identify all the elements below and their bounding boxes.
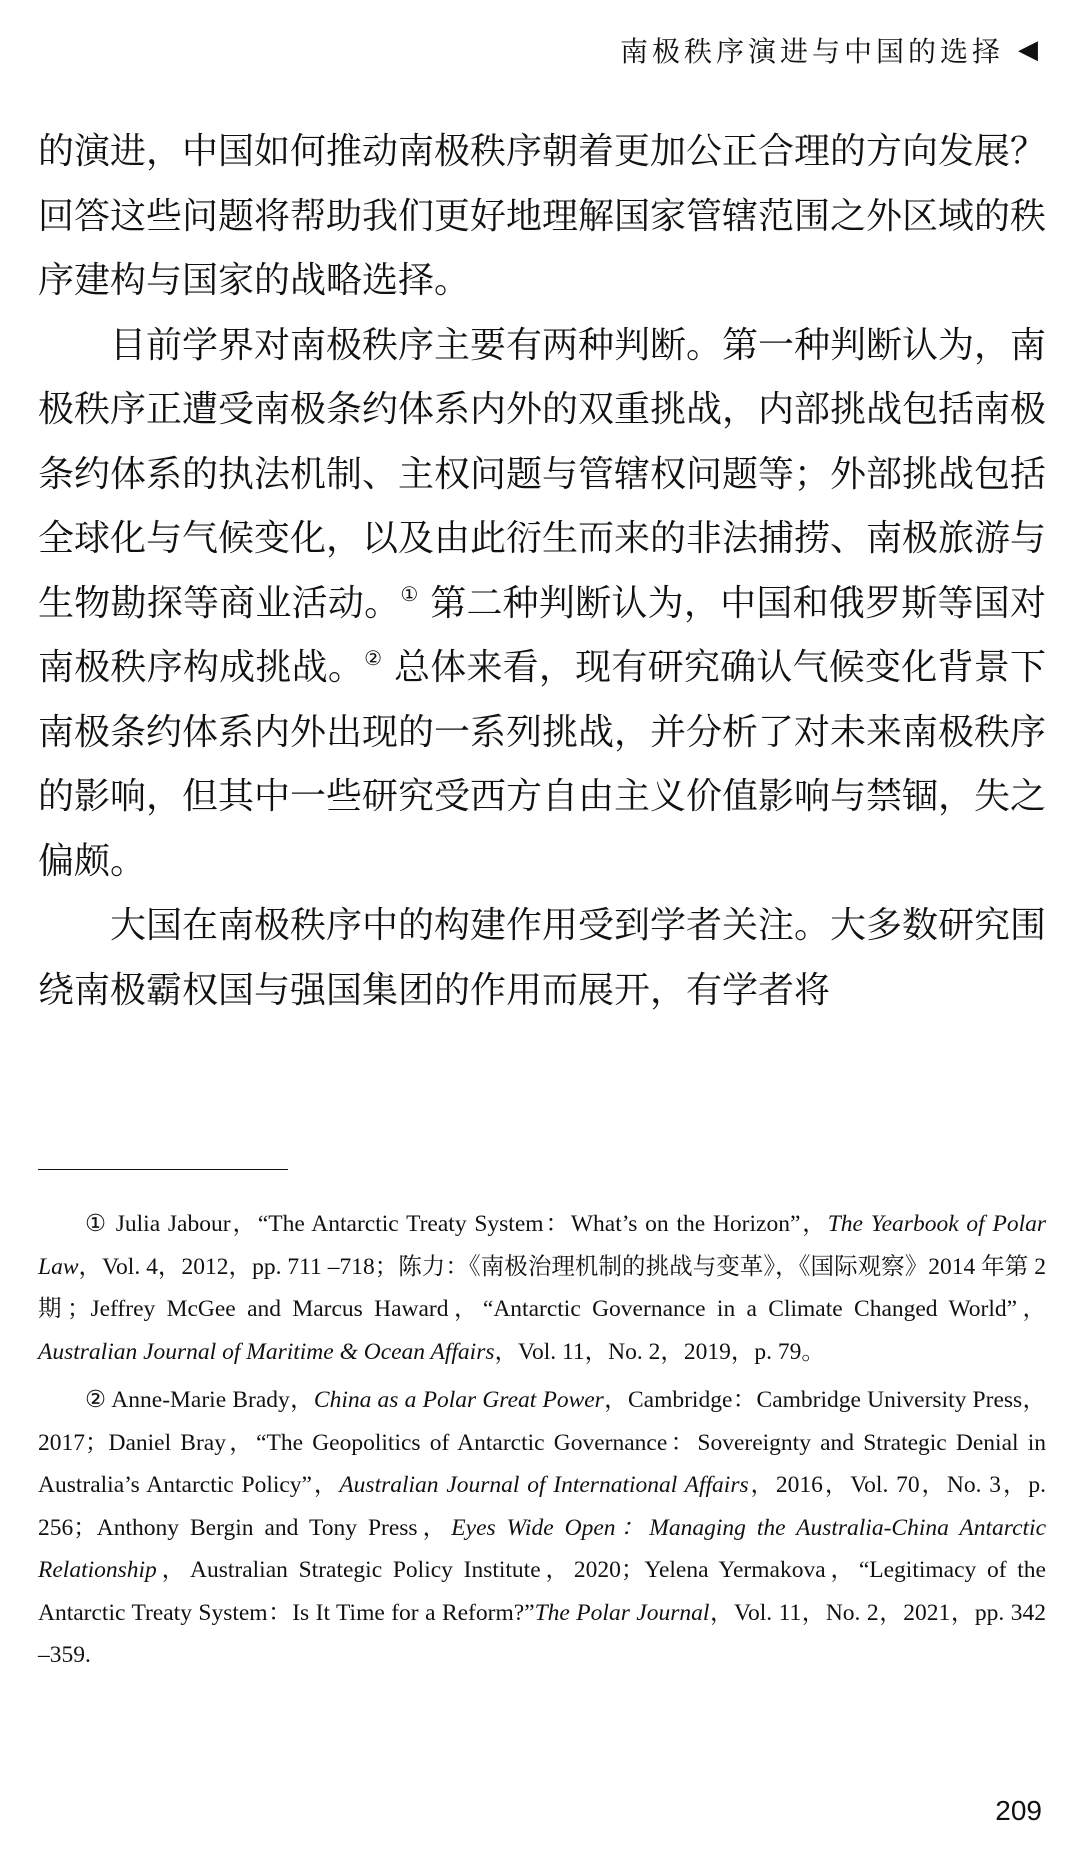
fn2-text-3: ，2016，Vol. 70，No. 3，p. 256；Anthony Bergin and Tony Press， bbox=[38, 1472, 1046, 1541]
fn1-italic-1: The Yearbook of Polar Law bbox=[38, 1211, 1046, 1280]
footnote-divider bbox=[38, 1169, 288, 1170]
fn1-text-1: ① Julia Jabour，“The Antarctic Treaty System：What’s on the Horizon”， bbox=[85, 1211, 828, 1237]
footnote-ref-2[interactable]: ② bbox=[364, 646, 383, 670]
footnote-1 bbox=[38, 1203, 1046, 1373]
fn2-text-5: ，Vol. 11，No. 2，2021，pp. 342 –359. bbox=[38, 1599, 1046, 1668]
paragraph-2-part-b: 第二种判断认为，中国和俄罗斯等国对南极秩序构成挑战。 bbox=[38, 582, 1046, 688]
footnote-ref-1[interactable]: ① bbox=[400, 581, 419, 606]
fn2-italic-1: China as a Polar Great Power bbox=[313, 1387, 604, 1413]
fn2-text-4: ，Australian Strategic Policy Institute，2020；Yelena Yermakova，“Legitimacy of the Antarctic Treaty System：Is It Time for a Reform?” bbox=[38, 1557, 1046, 1626]
main-text bbox=[38, 120, 1046, 1023]
paragraph-3: 大国在南极秩序中的构建作用受到学者关注。大多数研究围绕南极霸权国与强国集团的作用而展开，有学者将 bbox=[38, 905, 1047, 1011]
triangle-marker-icon: ◀ bbox=[1018, 35, 1042, 65]
page-number: 209 bbox=[995, 1795, 1042, 1826]
fn2-italic-2: Australian Journal of International Affairs bbox=[339, 1472, 749, 1498]
paragraph-2-part-a: 目前学界对南极秩序主要有两种判断。第一种判断认为，南极秩序正遭受南极条约体系内外的双重挑战，内部挑战包括南极条约体系的执法机制、主权问题与管辖权问题等；外部挑战包括全球化与气候变化，以及由此衍生而来的非法捕捞、南极旅游与生物勘探等商业活动。 bbox=[38, 324, 1047, 624]
fn2-text-2: ，Cambridge：Cambridge University Press，2017；Daniel Bray，“The Geopolitics of Antarctic Governance：Sovereignty and Strategic Denial in Australia’s Antarctic Policy”， bbox=[38, 1387, 1046, 1498]
paragraph-2 bbox=[38, 314, 1046, 895]
fn2-text-1: ② Anne-Marie Brady， bbox=[85, 1387, 314, 1413]
fn1-italic-2: Australian Journal of Maritime & Ocean Affairs bbox=[38, 1338, 495, 1365]
running-header bbox=[620, 30, 1042, 70]
fn2-italic-3: Eyes Wide Open：Managing the Australia-China Antarctic Relationship bbox=[38, 1514, 1046, 1583]
paragraph-1: 的演进，中国如何推动南极秩序朝着更加公正合理的方向发展？回答这些问题将帮助我们更好地理解国家管辖范围之外区域的秩序建构与国家的战略选择。 bbox=[38, 131, 1047, 301]
paragraph-2-part-c: 总体来看，现有研究确认气候变化背景下南极条约体系内外出现的一系列挑战，并分析了对未来南极秩序的影响，但其中一些研究受西方自由主义价值影响与禁锢，失之偏颇。 bbox=[38, 647, 1047, 882]
footnotes bbox=[38, 1203, 1046, 1683]
footnote-2 bbox=[38, 1379, 1046, 1677]
fn2-italic-4: The Polar Journal bbox=[534, 1599, 710, 1626]
running-title: 南极秩序演进与中国的选择 bbox=[619, 35, 1004, 68]
fn1-text-3: ，Vol. 11，No. 2，2019，p. 79。 bbox=[494, 1338, 825, 1365]
fn1-text-2: ，Vol. 4，2012，pp. 711 –718；陈力：《南极治理机制的挑战与变革》，《国际观察》2014 年第 2 期；Jeffrey McGee and Marcus Haward，“Antarctic Governance in a Climate Changed World”， bbox=[38, 1253, 1046, 1322]
